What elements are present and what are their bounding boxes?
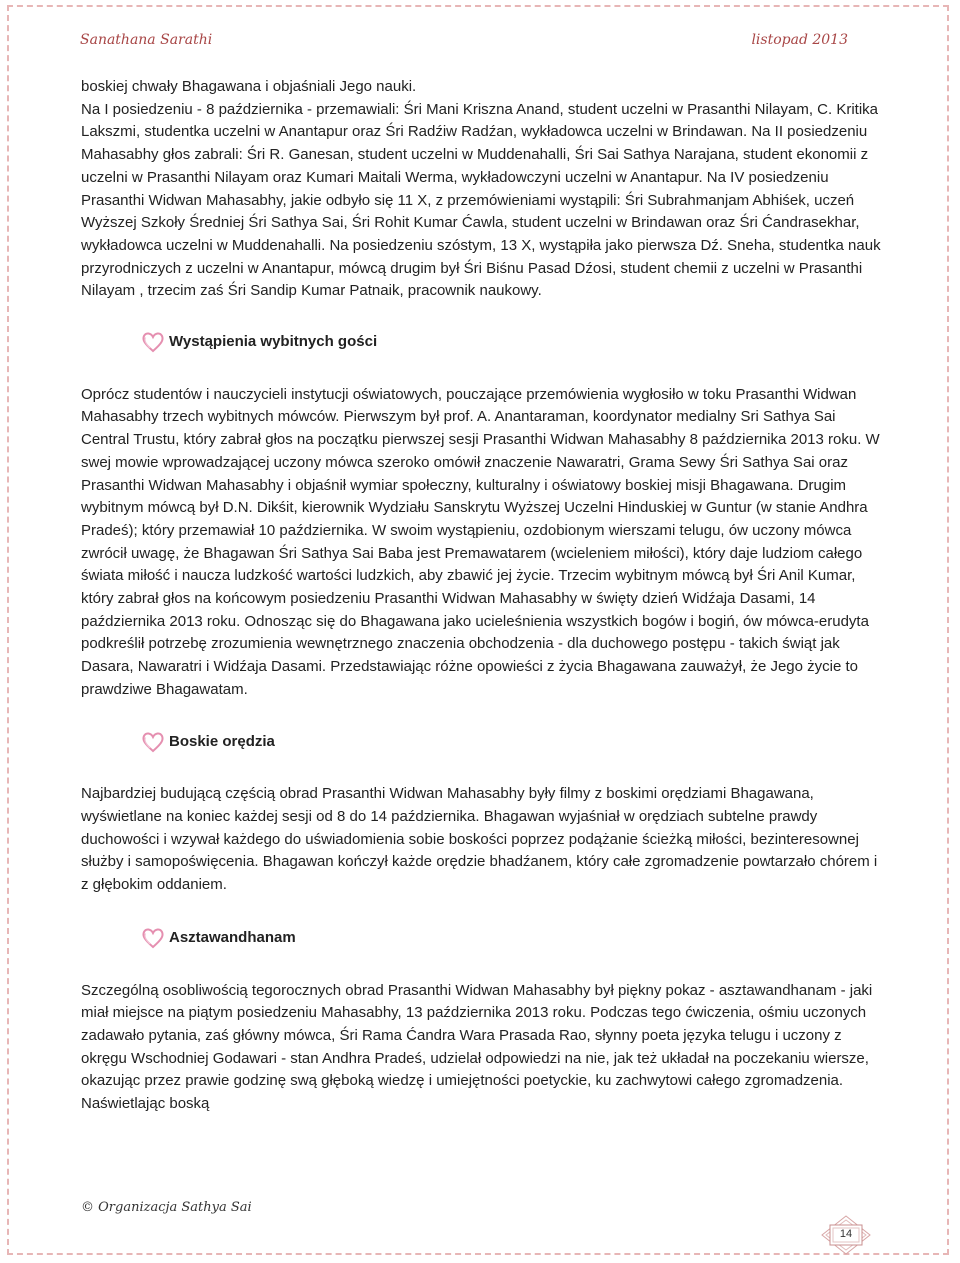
publication-title: Sanathana Sarathi [80, 32, 213, 48]
article-body [81, 76, 881, 1116]
section-body-messages: Najbardziej budującą częścią obrad Prasanthi Widwan Mahasabhy były filmy z boskimi orędziami Bhagawana, wyświetlane na koniec każdej sesji od 8 do 14 października. Bhagawan wyjaśniał w orędziach subtelne prawdy duchowości i wzywał każdego do uświadomienia sobie boskości poprzez podążanie ścieżką miłości, bezinteresownej służby i samopoświęcenia. Bhagawan kończył każde orędzie bhadźanem, który całe zgromadzenie powtarzało chórem i z głębokim oddaniem. [81, 785, 878, 894]
issue-date: listopad 2013 [751, 32, 848, 48]
section-heading-guests [141, 331, 881, 354]
page-header [80, 32, 848, 56]
section-body-asztawandhanam: Szczególną osobliwością tegorocznych obrad Prasanthi Widwan Mahasabhy był piękny pokaz - asztawandhanam - jaki miał miejsce na piątym posiedzeniu Mahasabhy, 13 października 2013 roku. Podczas tego ćwiczenia, ośmiu uczonych zadawało pytania, zaś główny mówca, Śri Rama Ćandra Wara Prasada Rao, słynny poeta języka telugu i uczony z okręgu Wschodniej Godawari - stan Andhra Pradeś, udzielał odpowiedzi na nie, jak też układał na poczekaniu wiersze, okazując przez prawie godzinę swą głęboką wiedzę i umiejętności poetyckie, ku zachwytowi całego zgromadzenia. Naświetlając boską [81, 981, 873, 1113]
intro-paragraph: Na I posiedzeniu - 8 października - przemawiali: Śri Mani Kriszna Anand, student uczelni w Prasanthi Nilayam, C. Kritika Lakszmi, studentka uczelni w Anantapur oraz Śri Radźiw Radźan, wykładowca uczelni w Brindawan. Na II posiedzeniu Mahasabhy głos zabrali: Śri R. Ganesan, student uczelni w Muddenahalli, Śri Sai Sathya Narajana, student ekonomii z uczelni w Prasanthi Nilayam oraz Kumari Maitali Werma, wykładowczyni uczelni w Anantapur. Na IV posiedzeniu Prasanthi Widwan Mahasabhy, jakie odbyło się 11 X, z przemówieniami wystąpili: Śri Subrahmanjam Abhiśek, uczeń Wyższej Szkoły Średniej Śri Sathya Sai, Śri Rohit Kumar Ćawla, student uczelni w Brindawan oraz Śri Ćandrasekhar, wykładowca uczelni w Muddenahalli. Na posiedzeniu szóstym, 13 X, wystąpiła jako pierwsza Dź. Sneha, studentka nauk przyrodniczych z uczelni w Anantapur, mówcą drugim był Śri Biśnu Pasad Dźosi, student chemii z uczelni w Prasanthi Nilayam , trzecim zaś Śri Sandip Kumar Patnaik, pracownik naukowy. [81, 100, 881, 300]
intro-line-1: boskiej chwały Bhagawana i objaśniali Jego nauki. [81, 78, 417, 95]
section-title: Wystąpienia wybitnych gości [169, 333, 378, 351]
footer-copyright: © Organizacja Sathya Sai [81, 1200, 252, 1215]
section-heading-messages [141, 731, 881, 754]
section-body-guests: Oprócz studentów i nauczycieli instytucji oświatowych, pouczające przemówienia wygłosiło w toku Prasanthi Widwan Mahasabhy trzech wybitnych mówców. Pierwszym był prof. A. Anantaraman, koordynator medialny Sri Sathya Sai Central Trustu, który zabrał głos na początku pierwszej sesji Prasanthi Widwan Mahasabhy 8 października 2013 roku. W swej mowie wprowadzającej uczony mówca szeroko omówił znaczenie Nawaratri, Grama Sewy Śri Sathya Sai oraz Prasanthi Widwan Mahasabhy i objaśnił wymiar społeczny, kulturalny i oświatowy boskiej misji Bhagawana. Drugim wybitnym mówcą był D.N. Dikśit, kierownik Wydziału Sanskrytu Wyższej Uczelni Hinduskiej w Guntur (w stanie Andhra Pradeś); który przemawiał 10 października. W swoim wystąpieniu, ozdobionym wierszami telugu, ów uczony mówca zwrócił uwagę, że Bhagawan Śri Sathya Sai Baba jest Premawatarem (wcieleniem miłości), który daje ludziom całego świata miłość i naucza ludzkość wartości ludzkich, aby zbawić jej życie. Trzecim wybitnym mówcą był Śri Anil Kumar, który zabrał głos na końcowym posiedzeniu Prasanthi Widwan Mahasabhy w święty dzień Widźaja Dasami, 14 października 2013 roku. Odnosząc się do Bhagawana jako ucieleśnienia wszystkich bogów i bogiń, ów mówca-erudyta podkreślił potrzebę zrozumienia wewnętrznego znaczenia obchodzenia - dla duchowego postępu - takich świąt jak Dasara, Nawaratri i Widźaja Dasami. Przedstawiając różne opowieści z życia Bhagawana zauważył, że Jego życie to prawdziwe Bhagawatam. [81, 385, 880, 698]
heart-icon [141, 927, 165, 949]
heart-icon [141, 331, 165, 353]
page-number: 14 [839, 1228, 853, 1240]
page-number-badge [820, 1215, 872, 1255]
heart-icon [141, 731, 165, 753]
section-heading-asztawandhanam [141, 927, 881, 950]
section-title: Boskie orędzia [169, 732, 275, 750]
section-title: Asztawandhanam [169, 928, 296, 946]
